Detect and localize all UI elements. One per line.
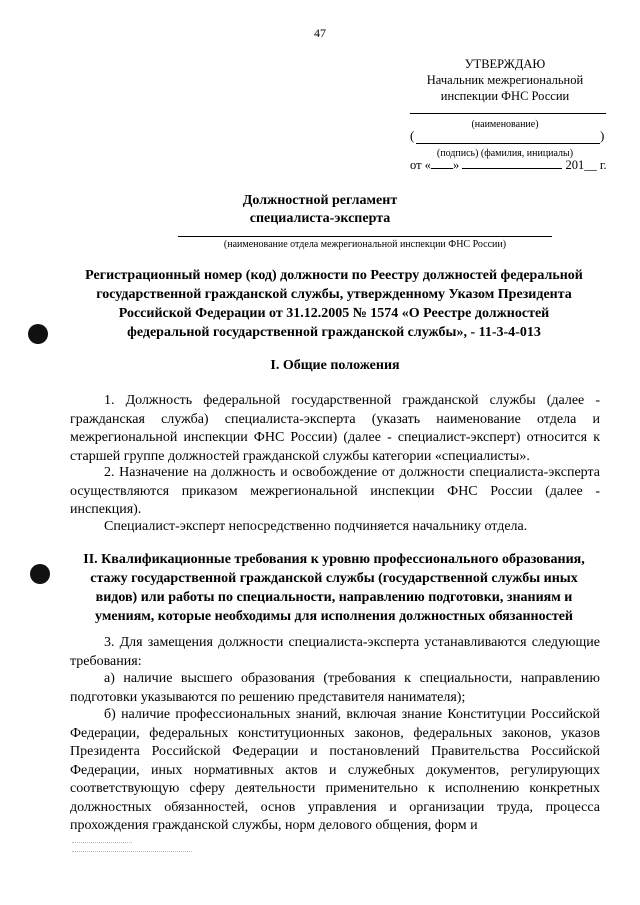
signature-caption: (подпись) (фамилия, инициалы) bbox=[436, 148, 574, 159]
scan-stamp-decoration bbox=[72, 842, 192, 856]
month-blank bbox=[462, 168, 562, 169]
dept-caption: (наименование отдела межрегиональной инспекции ФНС России) bbox=[223, 239, 507, 250]
registration-line4: федеральной государственной гражданской службы», - 11-3-4-013 bbox=[127, 325, 541, 340]
name-caption: (наименование) bbox=[471, 119, 539, 130]
approval-date bbox=[410, 158, 607, 173]
registration-line2: государственной гражданской службы, утвержденному Указом Президента bbox=[96, 287, 572, 302]
date-prefix: от « bbox=[410, 158, 431, 172]
document-subtitle: специалиста-эксперта bbox=[249, 211, 391, 226]
section-1-paragraph-3: Специалист-эксперт непосредственно подчиняется начальнику отдела. bbox=[104, 519, 528, 534]
punch-hole-icon bbox=[28, 324, 48, 344]
dept-underline bbox=[178, 236, 552, 237]
approval-position-line2: инспекции ФНС России bbox=[440, 89, 570, 103]
section-1-paragraph-2: 2. Назначение на должность и освобождение от должности специалиста-эксперта осуществляются приказом межрегиональной инспекции ФНС России (далее - инспекция). bbox=[70, 465, 600, 517]
section-1-heading: I. Общие положения bbox=[270, 358, 400, 373]
signature-close-paren: ) bbox=[600, 128, 605, 143]
name-underline bbox=[410, 113, 606, 114]
document-title: Должностной регламент bbox=[242, 193, 398, 208]
approval-heading: УТВЕРЖДАЮ bbox=[464, 57, 546, 71]
signature-underline bbox=[416, 143, 600, 144]
section-2-heading-line1: II. Квалификационные требования к уровню профессионального образования, bbox=[83, 552, 585, 567]
approval-position-line1: Начальник межрегиональной bbox=[426, 73, 584, 87]
registration-line3: Российской Федерации от 31.12.2005 № 1574 «О Реестре должностей bbox=[118, 306, 550, 321]
section-2-heading-line4: умениям, которые необходимы для исполнения должностных обязанностей bbox=[95, 609, 573, 624]
punch-hole-icon bbox=[30, 564, 50, 584]
date-year: 201__ г. bbox=[565, 158, 607, 172]
section-2-heading-line3: видов) или работы по специальности, направлению подготовки, знаниям и bbox=[95, 590, 573, 605]
signature-open-paren: ( bbox=[410, 128, 415, 143]
day-blank bbox=[431, 168, 453, 169]
page-number: 47 bbox=[314, 26, 326, 40]
requirement-a: а) наличие высшего образования (требования к специальности, направлению подготовки указываются по решению представителя нанимателя); bbox=[70, 671, 600, 705]
registration-line1: Регистрационный номер (код) должности по Реестру должностей федеральной bbox=[85, 268, 583, 283]
date-mid: » bbox=[452, 158, 460, 172]
section-2-paragraph-3: 3. Для замещения должности специалиста-эксперта устанавливаются следующие требования: bbox=[70, 635, 600, 669]
section-2-heading-line2: стажу государственной гражданской службы (государственной службы иных bbox=[90, 571, 578, 586]
requirement-b: б) наличие профессиональных знаний, включая знание Конституции Российской Федерации, федеральных конституционных законов, федеральных законов, указов Президента Российской Федерации и постановлений Правительства Российской Федерации, иных нормативных актов и служебных документов, регулирующих соответствующую сферу деятельности применительно к исполнению конкретных должностных обязанностей, основ управления и организации труда, процесса прохождения гражданской службы, норм делового общения, форм и bbox=[70, 707, 600, 833]
section-1-paragraph-1: 1. Должность федеральной государственной гражданской службы (далее - гражданская служба) специалиста-эксперта (указать наименование отдела и межрегиональной инспекции ФНС России) (далее - специалист-эксперт) относится к старшей группе должностей гражданской службы категории «специалисты». bbox=[70, 393, 600, 464]
